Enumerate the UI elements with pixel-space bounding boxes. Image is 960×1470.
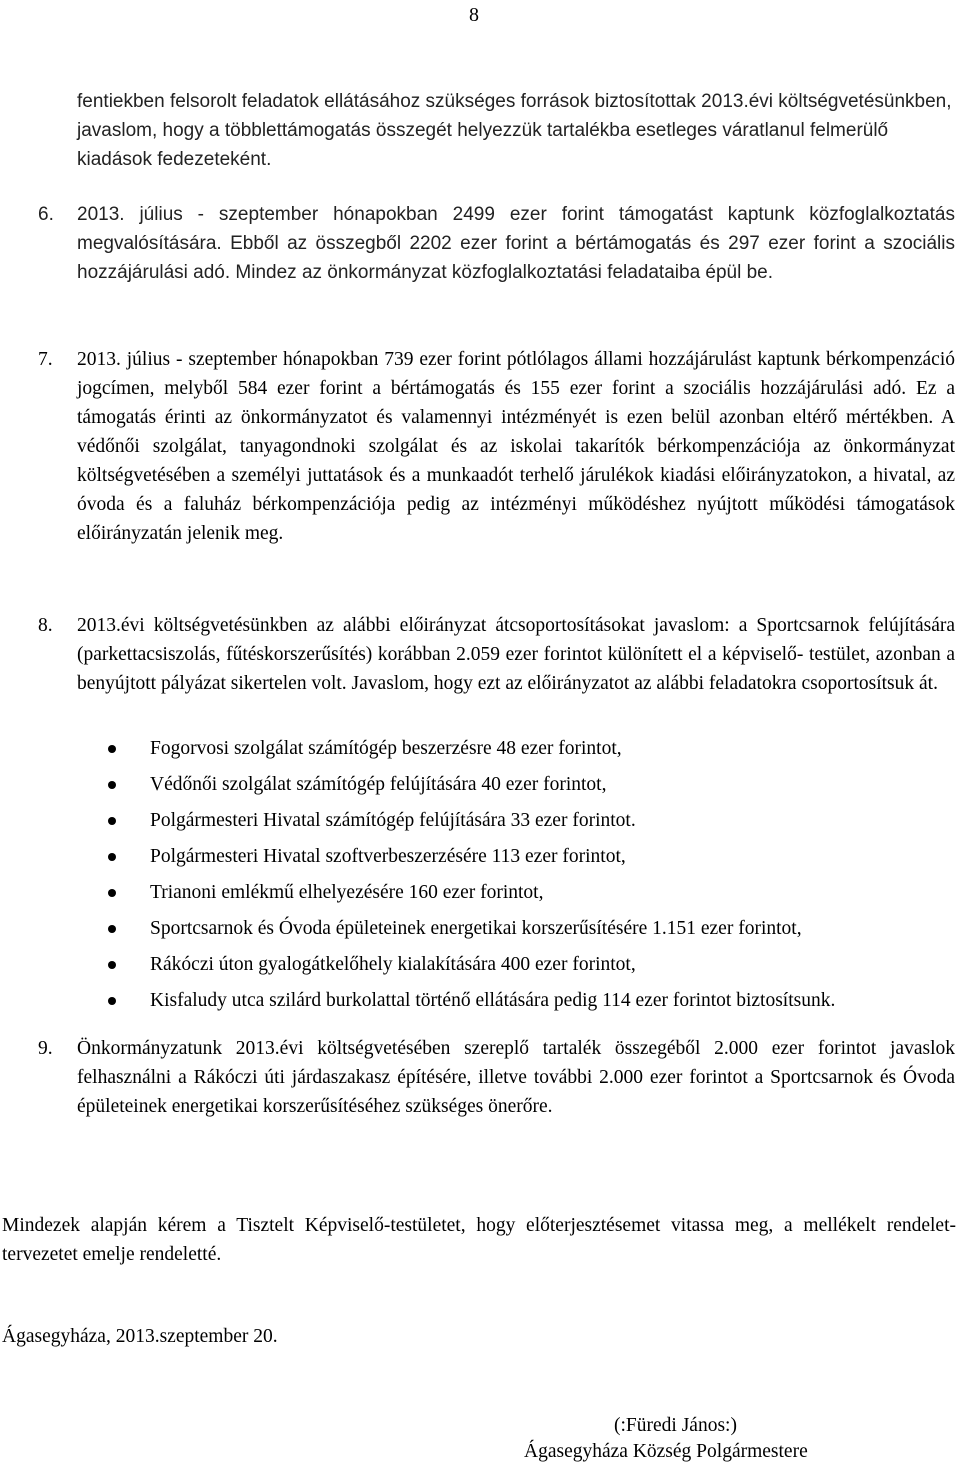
item-text: 2013. július - szeptember hónapokban 2499 ezer forint támogatást kaptunk közfoglalkoztatás megvalósítására. Ebből az összegből 2202 ezer forint a bértámogatás és 297 ezer forint a szociális hozzájárulási adó. Mindez az önkormányzat közfoglalkoztatási feladataiba épül be. (77, 204, 955, 283)
bullet-item: Védőnői szolgálat számítógép felújítására 40 ezer forintot, (108, 770, 928, 800)
list-item-9 (38, 1034, 955, 1121)
item-number: 8. (38, 615, 53, 636)
list-item-7 (38, 345, 955, 548)
closing-paragraph: Mindezek alapján kérem a Tisztelt Képviselő-testületet, hogy előterjesztésemet vitassa meg, a mellékelt rendelet-tervezetet emelje rendeletté. (2, 1215, 956, 1265)
bullet-item: Polgármesteri Hivatal szoftverbeszerzésére 113 ezer forintot, (108, 842, 928, 872)
bullet-icon (108, 853, 116, 861)
bullet-item: Rákóczi úton gyalogátkelőhely kialakítására 400 ezer forintot, (108, 950, 928, 980)
allocation-bullet-list (108, 734, 928, 1022)
intro-paragraph: fentiekben felsorolt feladatok ellátásához szükséges források biztosítottak 2013.évi költségvetésünkben, javaslom, hogy a többlettámogatás összegét helyezzük tartalékba esetleges váratlanul felmerülő kiadások fedezeteként. (77, 91, 952, 170)
item-text: 2013.évi költségvetésünkben az alábbi előirányzat átcsoportosításokat javaslom: a Sportcsarnok felújítására (parkettacsiszolás, fűtéskorszerűsítés) korábban 2.059 ezer forintot különített el a képviselő- testület, azonban a benyújtott pályázat sikertelen volt. Javaslom, hogy ezt az előirányzatot az alábbi feladatokra csoportosítsuk át. (77, 615, 955, 694)
item-text: Önkormányzatunk 2013.évi költségvetésében szereplő tartalék összegéből 2.000 ezer forintot javaslok felhasználni a Rákóczi úti járdaszakasz építésére, illetve további 2.000 ezer forintot a Sportcsarnok és Óvoda épületeinek energetikai korszerűsítéséhez szükséges önerőre. (77, 1038, 955, 1117)
bullet-item: Fogorvosi szolgálat számítógép beszerzésre 48 ezer forintot, (108, 734, 928, 764)
bullet-icon (108, 781, 116, 789)
signature-title: Ágasegyháza Község Polgármestere (524, 1441, 808, 1462)
bullet-icon (108, 925, 116, 933)
bullet-icon (108, 997, 116, 1005)
list-item-6 (38, 200, 955, 287)
signature-name: (:Füredi János:) (614, 1415, 737, 1436)
bullet-icon (108, 817, 116, 825)
bullet-icon (108, 961, 116, 969)
bullet-item: Kisfaludy utca szilárd burkolattal történő ellátására pedig 114 ezer forintot biztosítsunk. (108, 986, 928, 1016)
page-number: 8 (469, 4, 479, 26)
item-text: 2013. július - szeptember hónapokban 739 ezer forint pótlólagos állami hozzájárulást kaptunk bérkompenzáció jogcímen, melyből 584 ezer forint a bértámogatás és 155 ezer forint a szociális hozzájárulási adó. Ez a támogatás érinti az önkormányzatot és valamennyi intézményét is ezen belül azonban eltérő mértékben. A védőnői szolgálat, tanyagondnoki szolgálat és az iskolai takarítók bérkompenzációja az önkormányzat költségvetésében a személyi juttatások és a munkaadót terhelő járulékok kiadási előirányzatokon, a hivatal, az óvoda és a faluház bérkompenzációja pedig az intézményi működéshez nyújtott működési támogatások előirányzatán jelenik meg. (77, 349, 955, 544)
bullet-item: Sportcsarnok és Óvoda épületeinek energetikai korszerűsítésére 1.151 ezer forintot, (108, 914, 928, 944)
item-number: 9. (38, 1038, 53, 1059)
bullet-icon (108, 889, 116, 897)
date-line: Ágasegyháza, 2013.szeptember 20. (2, 1326, 278, 1347)
bullet-item: Trianoni emlékmű elhelyezésére 160 ezer forintot, (108, 878, 928, 908)
item-number: 6. (38, 204, 54, 225)
bullet-icon (108, 745, 116, 753)
list-item-8 (38, 611, 955, 698)
bullet-item: Polgármesteri Hivatal számítógép felújítására 33 ezer forintot. (108, 806, 928, 836)
item-number: 7. (38, 349, 53, 370)
